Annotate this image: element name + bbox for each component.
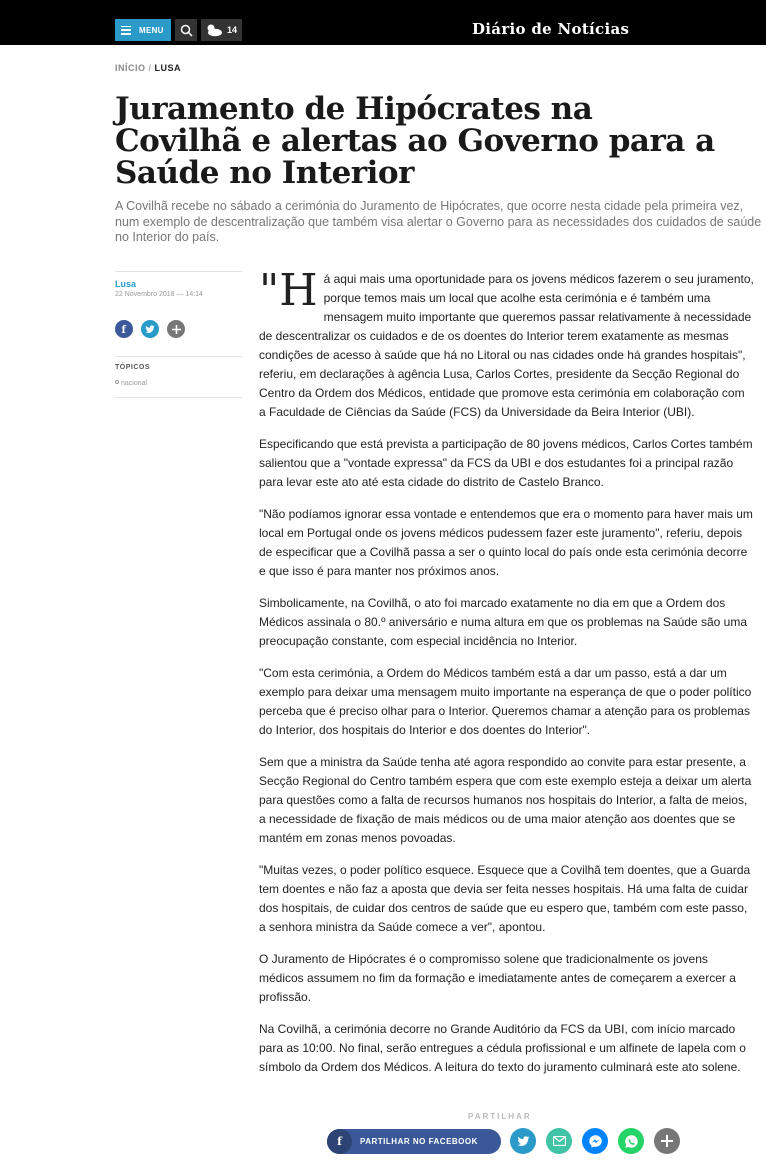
article-body bbox=[259, 265, 754, 1090]
weather-widget[interactable] bbox=[201, 19, 242, 41]
article-paragraph: Simbolicamente, na Covilhã, o ato foi marcado exatamente no dia em que a Ordem dos Médicos assinala o 80.º aniversário e numa altura em que os problemas na Saúde são uma preocupação constante, com especial incidência no Interior. bbox=[259, 596, 747, 648]
topics-heading: TÓPICOS bbox=[115, 364, 151, 371]
article-author[interactable]: Lusa bbox=[115, 279, 137, 289]
twitter-icon bbox=[517, 1136, 530, 1147]
twitter-share-small-button[interactable] bbox=[141, 320, 159, 338]
article-paragraph: O Juramento de Hipócrates é o compromisso solene que tradicionalmente os jovens médicos assumem no fim da formação e imediatamente antes de começarem a exercer a profissão. bbox=[259, 952, 736, 1004]
article-paragraph: Sem que a ministra da Saúde tenha até agora respondido ao convite para estar presente, a Secção Regional do Centro também espera que com este exemplo esteja a deixar um alerta para questões como a falta de recursos humanos nos hospitais do Interior, a falta de meios, a necessidade de fixação de mais médicos ou de uma maior atenção aos doentes que se mantém em zonas menos povoadas. bbox=[259, 755, 752, 845]
menu-label: MENU bbox=[139, 25, 164, 35]
email-share-button[interactable] bbox=[546, 1128, 572, 1154]
divider bbox=[115, 356, 242, 357]
share-icons bbox=[510, 1128, 680, 1154]
plus-icon bbox=[172, 325, 181, 334]
breadcrumb-separator: / bbox=[148, 63, 152, 73]
breadcrumb bbox=[115, 63, 181, 73]
facebook-share-small-button[interactable] bbox=[115, 320, 133, 338]
search-icon bbox=[180, 24, 193, 37]
article-paragraph: "Não podíamos ignorar essa vontade e entendemos que era o momento para haver mais um local em Portugal onde os jovens médicos pudessem fazer este juramento", referiu, depois de especificar que a Covilhã passa a ser o quinto local do país onde esta cerimónia decorre e que isso é para manter nos próximos anos. bbox=[259, 507, 753, 578]
menu-button[interactable] bbox=[115, 19, 171, 41]
article-title: Juramento de Hipócrates na Covilhã e alertas ao Governo para a Saúde no Interior bbox=[115, 91, 715, 191]
messenger-share-button[interactable] bbox=[582, 1128, 608, 1154]
top-bar bbox=[0, 0, 766, 45]
topic-link[interactable] bbox=[115, 380, 147, 387]
whatsapp-icon bbox=[624, 1134, 639, 1149]
twitter-icon bbox=[145, 325, 155, 334]
twitter-share-button[interactable] bbox=[510, 1128, 536, 1154]
more-share-button[interactable] bbox=[654, 1128, 680, 1154]
search-button[interactable] bbox=[175, 19, 197, 41]
article-paragraph: "Há aqui mais uma oportunidade para os jovens médicos fazerem o seu juramento, porque temos mais um local que acolhe esta cerimónia e é também uma mensagem muito importante que queremos passar relativamente à necessidade de descentralizar os cuidados e de os doentes do Interior terem exatamente as mesmas condições de acesso à saúde que há no Litoral ou nas cidades onde há grandes hospitais", referiu, em declarações à agência Lusa, Carlos Cortes, presidente da Secção Regional do Centro da Ordem dos Médicos, entidade que promove esta cerimónia em colaboração com a Faculdade de Ciências da Saúde (FCS) da Universidade da Beira Interior (UBI). bbox=[259, 265, 754, 419]
plus-icon bbox=[661, 1135, 673, 1147]
facebook-share-label: PARTILHAR NO FACEBOOK bbox=[360, 1137, 478, 1146]
whatsapp-share-button[interactable] bbox=[618, 1128, 644, 1154]
facebook-icon bbox=[120, 324, 128, 334]
email-icon bbox=[553, 1136, 566, 1146]
menu-icon bbox=[121, 26, 131, 35]
breadcrumb-current[interactable]: LUSA bbox=[154, 63, 182, 73]
share-heading: PARTILHAR bbox=[468, 1112, 532, 1121]
weather-temperature: 14 bbox=[227, 25, 238, 35]
article-paragraph: "Com esta cerimónia, a Ordem do Médicos também está a dar um passo, está a dar um exemplo para deixar uma mensagem muito importante na esperança de que o poder político perceba que é preciso olhar para o Interior. Queremos chamar a atenção para os problemas do Interior, dos hospitais do Interior e dos doentes do Interior". bbox=[259, 666, 752, 737]
share-icons-small bbox=[115, 320, 185, 338]
article-paragraph: "Muitas vezes, o poder político esquece. Esquece que a Covilhã tem doentes, que a Guarda tem doentes e não faz a aposta que devia ser feita nesses hospitais. Há uma falta de cuidar dos hospitais, de cuidar dos centros de saúde que eu espero que, também com este passo, a senhora ministra da Saúde comece a ver", apontou. bbox=[259, 863, 751, 934]
messenger-icon bbox=[588, 1134, 603, 1149]
site-logo[interactable]: Diário de Notícias bbox=[472, 20, 630, 38]
svg-text:f: f bbox=[121, 325, 126, 334]
bullet-icon bbox=[115, 380, 119, 384]
drop-cap: "H bbox=[259, 265, 318, 316]
topic-label: nacional bbox=[121, 380, 148, 387]
article-lead: A Covilhã recebe no sábado a cerimónia do Juramento de Hipócrates, que ocorre nesta cidade pela primeira vez, num exemplo de descentralização que também visa alertar o Governo para as necessidades dos cuidados de saúde no Interior do país. bbox=[115, 199, 762, 244]
article-paragraph: Especificando que está prevista a participação de 80 jovens médicos, Carlos Cortes também salientou que a "vontade expressa" da FCS da UBI e dos estudantes foi a principal razão para levar este ato até esta cidade do distrito de Castelo Branco. bbox=[259, 437, 753, 489]
divider bbox=[115, 271, 242, 272]
facebook-icon: f bbox=[327, 1129, 352, 1154]
article-date: 22 Novembro 2018 — 14:14 bbox=[115, 291, 203, 298]
breadcrumb-home[interactable]: INÍCIO bbox=[115, 63, 146, 73]
article-paragraph: Na Covilhã, a cerimónia decorre no Grande Auditório da FCS da UBI, com início marcado para as 10:00. No final, serão entregues a cédula profissional e um alfinete de lapela com o símbolo da Ordem dos Médicos. A leitura do texto do juramento culminará este ato solene. bbox=[259, 1022, 746, 1074]
divider bbox=[115, 397, 242, 398]
cloud-sun-icon bbox=[205, 23, 223, 37]
more-share-small-button[interactable] bbox=[167, 320, 185, 338]
facebook-share-button[interactable] bbox=[327, 1129, 501, 1154]
